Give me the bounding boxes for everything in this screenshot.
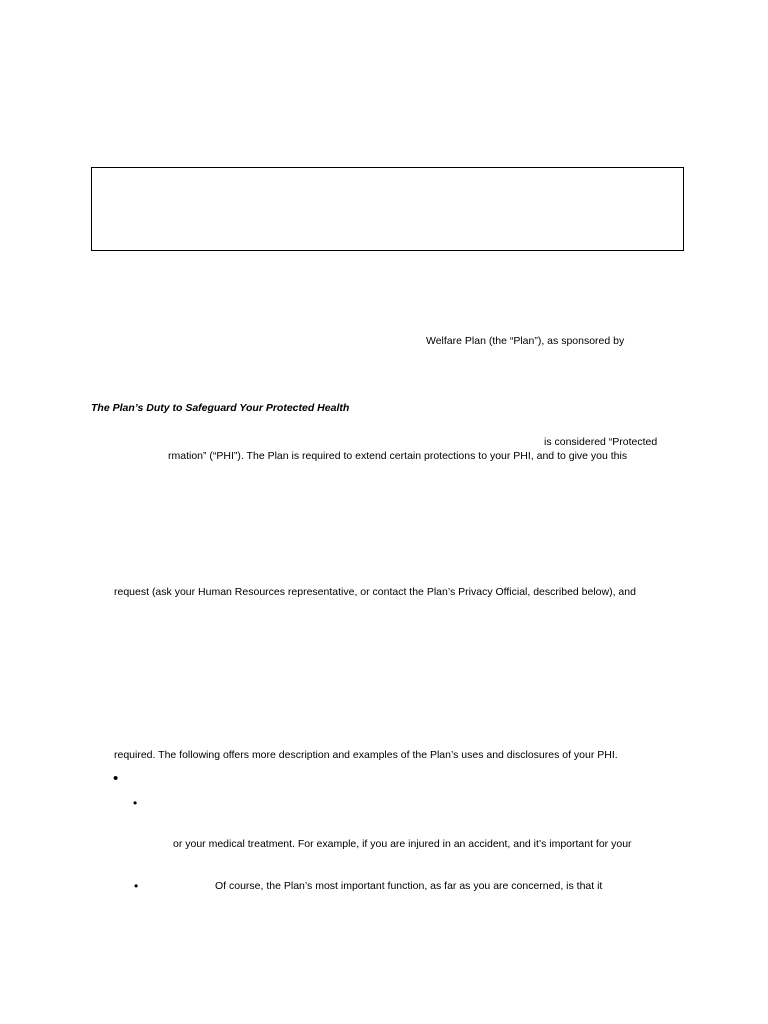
required-line: required. The following offers more description and examples of the Plan’s uses and disclosures of your PHI. xyxy=(114,749,618,761)
section-heading: The Plan’s Duty to Safeguard Your Protected Health xyxy=(91,402,350,414)
bullet-level1: • xyxy=(113,770,119,787)
bullet-level2-a: • xyxy=(133,796,138,810)
welfare-plan-line: Welfare Plan (the “Plan”), as sponsored by xyxy=(426,335,625,347)
bullet-level2-b: • xyxy=(134,879,139,893)
phi-intro-line: rmation” (“PHI”). The Plan is required to extend certain protections to your PHI, and to give you this xyxy=(168,450,628,462)
medical-treatment-line: or your medical treatment. For example, if you are injured in an accident, and it’s important for your xyxy=(173,838,632,850)
request-line: request (ask your Human Resources representative, or contact the Plan’s Privacy Official, described below), and xyxy=(114,586,636,598)
considered-protected-line: is considered “Protected xyxy=(544,436,658,448)
of-course-line: Of course, the Plan’s most important function, as far as you are concerned, is that it xyxy=(215,880,603,892)
boxed-notice-frame xyxy=(91,167,684,251)
